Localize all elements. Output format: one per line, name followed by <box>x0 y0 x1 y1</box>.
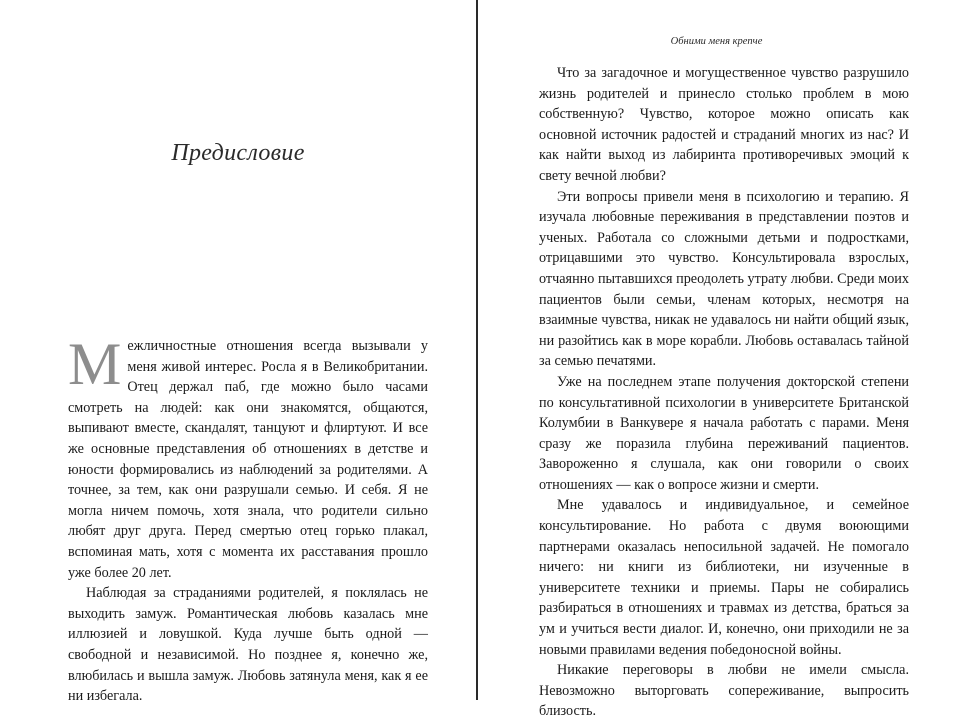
paragraph: Эти вопросы привели меня в психологию и терапию. Я изучала любовные переживания в представлении поэтов и ученых. Работала со сложными детьми и подростками, отрицавшими это чувство. Консультировала взрослых, отчаянно пытавшихся преодолеть утрату любви. Среди моих пациентов были семьи, членам которых, несмотря на взаимные чувства, никак не удавалось ни найти общий язык, ни разойтись как в море корабли. Любовь оставалась тайной за семью печатями. <box>539 188 909 370</box>
paragraph: Никакие переговоры в любви не имели смысла. Невозможно выторговать сопереживание, выпросить близость. <box>539 662 909 720</box>
paragraph-text: ежличностные отношения всегда вызывали у меня живой интерес. Росла я в Великобритании. Отец держал паб, где можно было часами смотреть на людей: как они знакомятся, общаются, выпивают вместе, скандалят, танцуют и флиртуют. И все же основные представления об отношениях в детстве и юности формировались из наблюдений за родителями. А точнее, за тем, как они разрушали семью. И себя. Я не могла ничем помочь, хотя знала, что родители сильно любят друг друга. Перед смертью отец горько плакал, вспоминая мать, хотя с момента их расставания прошло уже более 20 лет. <box>68 338 428 581</box>
paragraph: Уже на последнем этапе получения докторской степени по консультативной психологии в университете Британской Колумбии в Ванкувере я начала работать с парами. Меня сразу же поразила глубина переживаний пациентов. Завороженно я слушала, как они говорили о своих отношениях — как о вопросе жизни и смерти. <box>539 373 909 493</box>
paragraph: Что за загадочное и могущественное чувство разрушило жизнь родителей и принесло столько проблем в мою собственную? Чувство, которое можно описать как основной источник радостей и страданий многих из нас? И как найти выход из лабиринта противоречивых эмоций к свету вечной любви? <box>539 65 909 184</box>
left-page <box>0 0 476 705</box>
left-body-text <box>68 331 428 707</box>
drop-cap: М <box>68 331 122 397</box>
paragraph: Наблюдая за страданиями родителей, я поклялась не выходить замуж. Романтическая любовь казалась мне иллюзией и ловушкой. Куда лучше быть одной — свободной и независимой. Но позднее я, конечно же, влюбилась и вышла замуж. Любовь затянула меня, как я ее ни избегала. <box>68 585 428 705</box>
page-gutter <box>476 0 478 700</box>
right-page <box>479 0 954 720</box>
paragraph <box>68 331 428 583</box>
running-head: Обними меня крепче <box>670 36 763 47</box>
chapter-title: Предисловие <box>171 140 305 166</box>
paragraph: Мне удавалось и индивидуальное, и семейное консультирование. Но работа с двумя воюющими партнерами оказалась непосильной задачей. Не помогало ничего: ни книги из библиотеки, ни изученные в университете техники и приемы. Пары не собирались разбираться в отношениях и травмах из детства, браться за ум и учиться вести диалог. И, конечно, они приходили не за новыми правилами ведения победоносной войны. <box>539 497 909 658</box>
right-body-text <box>539 63 909 722</box>
